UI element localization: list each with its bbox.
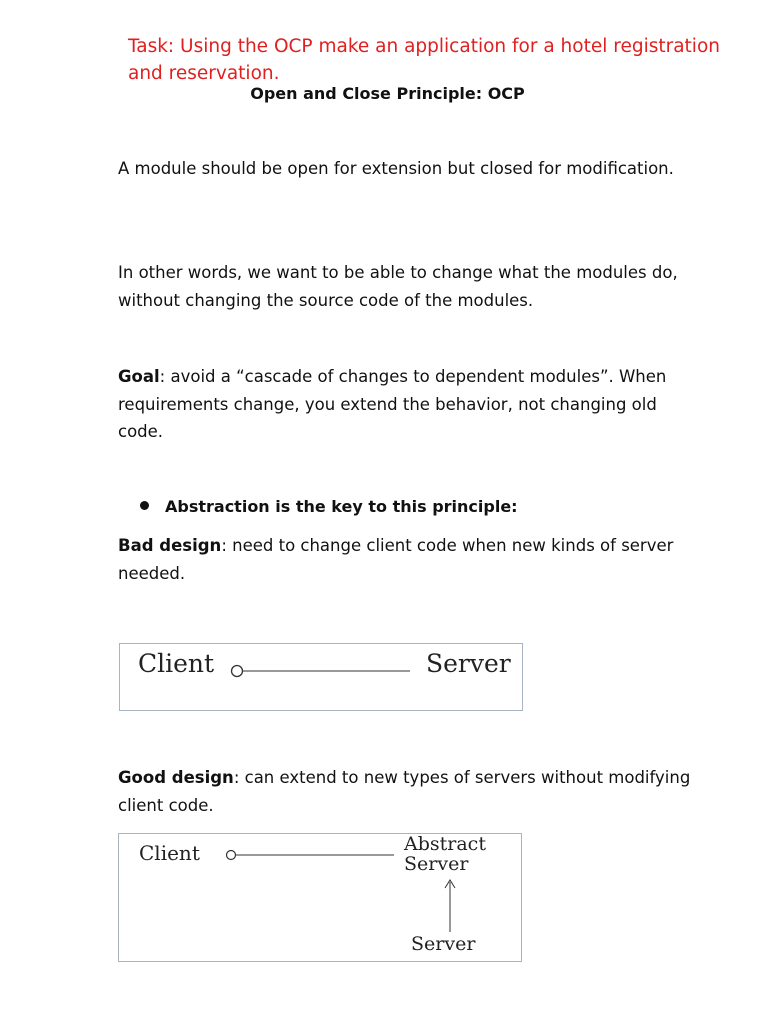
- good-label: Good design: [118, 768, 234, 787]
- paragraph-goal: [118, 363, 698, 446]
- diagram1-circle-icon: [232, 666, 243, 677]
- bad-design-diagram: [119, 643, 523, 711]
- bad-label: Bad design: [118, 536, 222, 555]
- diagram2-abstract-label: Abstract: [404, 833, 486, 855]
- paragraph-definition: A module should be open for extension but closed for modification.: [118, 159, 674, 178]
- bullet-abstraction: [140, 495, 518, 519]
- diagram1-server-label: Server: [426, 649, 511, 678]
- page-title: Open and Close Principle: OCP: [250, 84, 525, 103]
- bad-text: : need to change client code when new kinds of server needed.: [118, 536, 674, 583]
- diagram2-client-label: Client: [139, 841, 200, 865]
- paragraph-other-words: In other words, we want to be able to change what the modules do, without changing the source code of the modules.: [118, 263, 678, 310]
- diagram2-abstract-server-label: Server: [404, 853, 469, 875]
- diagram2-server-label: Server: [411, 933, 476, 955]
- paragraph-good-design: [118, 764, 698, 819]
- task-text: Task: Using the OCP make an application for a hotel registration and reservation.: [128, 36, 720, 84]
- diagram1-client-label: Client: [138, 649, 215, 678]
- goal-text: : avoid a “cascade of changes to dependent modules”. When requirements change, you extend the behavior, not changing old code.: [118, 367, 667, 441]
- good-design-diagram: [118, 833, 522, 962]
- paragraph-bad-design: [118, 532, 698, 587]
- good-text: : can extend to new types of servers without modifying client code.: [118, 768, 691, 815]
- bullet-dot-icon: [140, 501, 149, 510]
- bullet-text: Abstraction is the key to this principle:: [165, 497, 518, 516]
- goal-label: Goal: [118, 367, 160, 386]
- diagram2-circle-icon: [227, 851, 236, 860]
